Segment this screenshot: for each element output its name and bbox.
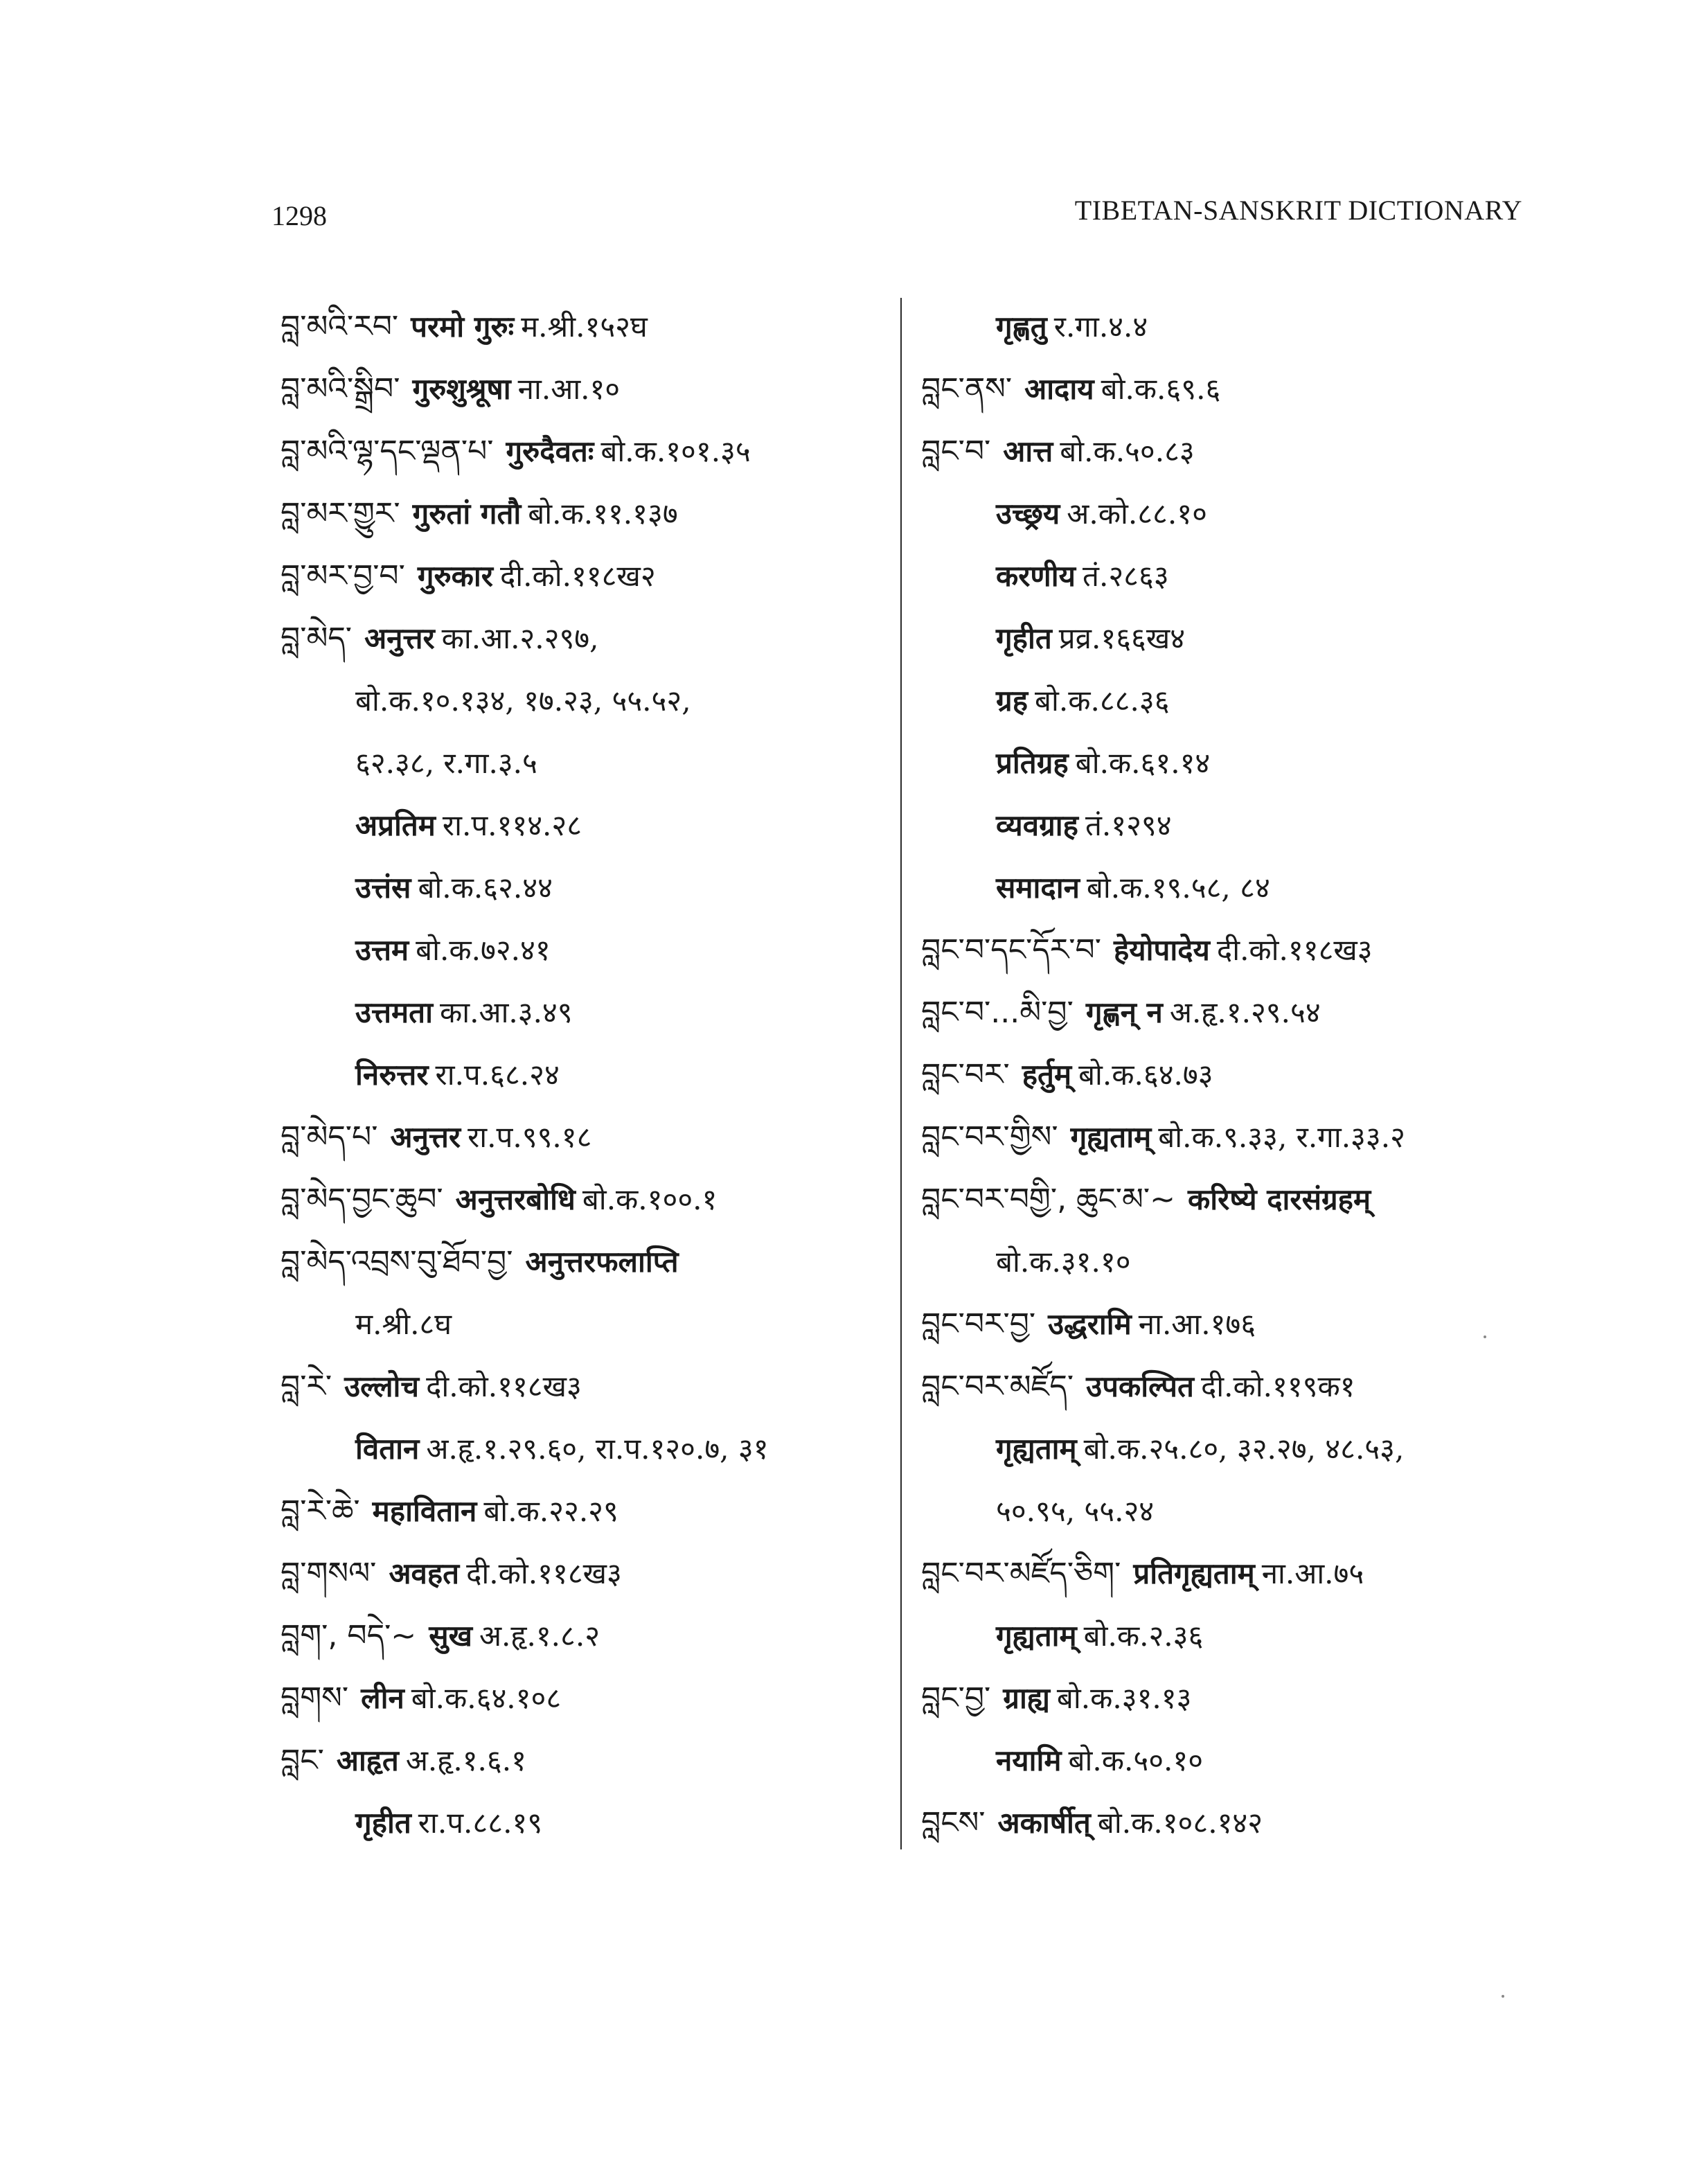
source-reference: अ.हृ.१.८.२ [479, 1619, 600, 1653]
tibetan-headword: བླ་མའི་ལྷ་དང་ལྡན་པ་ [280, 434, 494, 469]
source-reference: बो.क.७२.४१ [416, 933, 551, 967]
source-reference: दी.को.११८ख२ [499, 559, 656, 593]
source-reference: बो.क.६९.६ [1101, 372, 1221, 406]
source-reference: बो.क.१००.१ [582, 1182, 718, 1216]
sanskrit-equivalent: अकार्षीत् [997, 1806, 1091, 1840]
sanskrit-equivalent: लीन [361, 1681, 404, 1715]
dictionary-entry-line [921, 614, 1531, 676]
dictionary-entry-line [280, 1424, 883, 1486]
dictionary-entry-line [280, 863, 883, 925]
tibetan-headword: བླང་བར་བྱ་ [921, 1306, 1036, 1342]
source-reference: बो.क.६४.१०८ [411, 1681, 562, 1715]
source-reference: बो.क.२२.२९ [483, 1494, 618, 1528]
tibetan-headword: བླ་མེད་བྱང་ཆུབ་ [280, 1182, 443, 1217]
dictionary-entry-line [280, 1112, 883, 1175]
sanskrit-equivalent: अनुत्तर [390, 1120, 461, 1154]
source-reference: तं.२८६३ [1083, 559, 1169, 593]
dictionary-entry-line [921, 302, 1531, 364]
sanskrit-equivalent: गृह्णतु [996, 310, 1047, 344]
dictionary-entry-line [280, 489, 883, 551]
sanskrit-equivalent: ग्राह्य [1003, 1681, 1050, 1715]
dictionary-entry-line [280, 1050, 883, 1112]
sanskrit-equivalent: उत्तमता [355, 995, 433, 1029]
source-reference: दी.को.११८ख३ [1216, 933, 1373, 967]
dictionary-entry-line [280, 801, 883, 863]
source-reference: बो.क.९.३३, र.गा.३३.२ [1158, 1120, 1405, 1154]
source-reference: अ.हृ.१.२९.५४ [1169, 995, 1321, 1029]
tibetan-headword: བླང་བར་གྱིས་ [921, 1119, 1058, 1155]
source-reference: बो.क.१०.१३४, १७.२३, ५५.५२, [355, 684, 691, 718]
source-reference: र.गा.४.४ [1053, 310, 1148, 344]
dictionary-entry-line [280, 1736, 883, 1798]
dictionary-entry-line [921, 489, 1531, 551]
scan-speck [1502, 1995, 1504, 1998]
dictionary-entry-line [280, 1362, 883, 1424]
sanskrit-equivalent: उत्तम [355, 933, 409, 967]
dictionary-entry-line [921, 1486, 1531, 1549]
dictionary-entry-line [280, 1611, 883, 1673]
source-reference: बो.क.६२.४४ [418, 871, 553, 905]
running-title: TIBETAN-SANSKRIT DICTIONARY [1074, 195, 1522, 226]
source-reference: अ.हृ.१.२९.६०, रा.प.१२०.७, ३१ [426, 1432, 769, 1466]
sanskrit-equivalent: अप्रतिम [355, 808, 436, 842]
column-divider [900, 298, 902, 1849]
sanskrit-equivalent: गुरुतां गतौ [412, 497, 522, 531]
source-reference: रा.प.६८.२४ [435, 1058, 560, 1092]
source-reference: ना.आ.७५ [1261, 1556, 1364, 1590]
dictionary-entry-line [921, 1424, 1531, 1486]
sanskrit-equivalent: गुरुशुश्रूषा [412, 372, 511, 406]
source-reference: बो.क.११.१३७ [528, 497, 678, 531]
sanskrit-equivalent: प्रतिग्रह [996, 746, 1069, 780]
source-reference: बो.क.२५.८०, ३२.२७, ४८.५३, [1083, 1432, 1405, 1466]
source-reference: ना.आ.१० [517, 372, 621, 406]
sanskrit-equivalent: वितान [355, 1432, 420, 1466]
tibetan-headword: བླང་བྱ་ [921, 1680, 991, 1716]
dictionary-entry-line [921, 738, 1531, 801]
source-reference: तं.१२९४ [1085, 808, 1172, 842]
dictionary-entry-line [921, 1175, 1531, 1237]
tibetan-headword: བླང་བ་...མི་བྱ་ [921, 995, 1074, 1030]
tibetan-headword: བླང་བར་བགྱི་, ཆུང་མ་~ [921, 1182, 1176, 1217]
dictionary-entry-line [280, 988, 883, 1050]
source-reference: प्रव्र.१६६ख४ [1058, 621, 1186, 655]
tibetan-headword: བླ་མེད་འབྲས་བུ་ཐོབ་བྱ་ [280, 1244, 513, 1279]
dictionary-entry-line [280, 1237, 883, 1299]
tibetan-headword: བླང་ནས་ [921, 371, 1013, 407]
tibetan-headword: བླག་, བདེ་~ [280, 1618, 417, 1653]
dictionary-entry-line [921, 1112, 1531, 1175]
sanskrit-equivalent: उच्छ्रय [996, 497, 1060, 531]
sanskrit-equivalent: समादान [996, 871, 1080, 905]
sanskrit-equivalent: गृह्यताम् [996, 1432, 1077, 1466]
dictionary-entry-line [921, 676, 1531, 738]
dictionary-entry-line [921, 1798, 1531, 1861]
dictionary-entry-line [921, 1299, 1531, 1362]
tibetan-headword: བླ་མའི་སྒྲིབ་ [280, 371, 400, 407]
dictionary-entry-line [280, 614, 883, 676]
source-reference: का.आ.३.४९ [439, 995, 573, 1029]
tibetan-headword: བླ་གསལ་ [280, 1556, 377, 1591]
sanskrit-equivalent: अनुत्तर [364, 621, 435, 655]
dictionary-entry-line [921, 1050, 1531, 1112]
source-reference: बो.क.५०.८३ [1060, 434, 1195, 468]
sanskrit-equivalent: महावितान [372, 1494, 477, 1528]
dictionary-entry-line [280, 676, 883, 738]
sanskrit-equivalent: अवहत [389, 1556, 460, 1590]
sanskrit-equivalent: गृहीत [355, 1806, 411, 1840]
tibetan-headword: བླ་རེ་ཆེ་ [280, 1493, 360, 1529]
sanskrit-equivalent: उत्तंस [355, 871, 411, 905]
sanskrit-equivalent: गृह्णन् न [1085, 995, 1163, 1029]
sanskrit-equivalent: गृह्यताम् [996, 1619, 1077, 1653]
dictionary-entry-line [280, 427, 883, 489]
tibetan-headword: བླ་རེ་ [280, 1369, 332, 1404]
sanskrit-equivalent: उल्लोच [344, 1369, 420, 1403]
sanskrit-equivalent: निरुत्तर [355, 1058, 429, 1092]
dictionary-entry-line [280, 1798, 883, 1861]
sanskrit-equivalent: हेयोपादेय [1113, 933, 1210, 967]
source-reference: म.श्री.१५२घ [521, 310, 648, 344]
scan-speck [1484, 1335, 1486, 1338]
source-reference: बो.क.८८.३६ [1035, 684, 1170, 718]
source-reference: बो.क.१०८.१४२ [1097, 1806, 1263, 1840]
dictionary-entry-line [921, 1362, 1531, 1424]
dictionary-entry-line [280, 1486, 883, 1549]
tibetan-headword: བླ་མར་གྱུར་ [280, 496, 400, 531]
source-reference: बो.क.५०.१० [1068, 1743, 1204, 1777]
source-reference: बो.क.३१.१३ [1056, 1681, 1192, 1715]
dictionary-entry-line [280, 551, 883, 614]
sanskrit-equivalent: आत्त [1003, 434, 1053, 468]
tibetan-headword: བླ་མའི་རབ་ [280, 309, 399, 344]
source-reference: बो.क.६१.१४ [1075, 746, 1211, 780]
tibetan-headword: བླ་མེད་པ་ [280, 1119, 378, 1155]
source-reference: रा.प.११४.२८ [442, 808, 582, 842]
source-reference: बो.क.२.३६ [1083, 1619, 1204, 1653]
source-reference: ५०.९५, ५५.२४ [996, 1494, 1155, 1528]
sanskrit-equivalent: प्रतिगृह्यताम् [1133, 1556, 1255, 1590]
source-reference: बो.क.१९.५८, ८४ [1086, 871, 1270, 905]
dictionary-entry-line [921, 801, 1531, 863]
sanskrit-equivalent: अनुत्तरबोधि [455, 1182, 576, 1216]
sanskrit-equivalent: उद्धरामि [1048, 1307, 1132, 1341]
dictionary-entry-line [280, 738, 883, 801]
sanskrit-equivalent: करिष्ये दारसंग्रहम् [1188, 1182, 1371, 1216]
tibetan-headword: བླང་བ་དང་དོར་བ་ [921, 932, 1101, 968]
tibetan-headword: བླ་མེད་ [280, 621, 353, 656]
source-reference: अ.को.८८.१० [1067, 497, 1207, 531]
sanskrit-equivalent: हर्तुम् [1022, 1058, 1072, 1092]
dictionary-entry-line [280, 1549, 883, 1611]
dictionary-entry-line [280, 1299, 883, 1362]
source-reference: का.आ.२.२९७, [441, 621, 599, 655]
sanskrit-equivalent: अनुत्तरफलाप्ति [525, 1245, 679, 1279]
source-reference: म.श्री.८घ [355, 1307, 452, 1341]
page-number: 1298 [271, 200, 327, 231]
dictionary-entry-line [280, 302, 883, 364]
dictionary-entry-line [921, 1549, 1531, 1611]
source-reference: अ.हृ.१.६.१ [405, 1743, 526, 1777]
dictionary-entry-line [921, 1736, 1531, 1798]
tibetan-headword: བླང་བར་མཛོད་ [921, 1369, 1074, 1404]
dictionary-entry-line [921, 364, 1531, 427]
tibetan-headword: བླང་བར་ [921, 1057, 1010, 1092]
dictionary-entry-line [921, 863, 1531, 925]
source-reference: ना.आ.१७६ [1138, 1307, 1256, 1341]
source-reference: बो.क.६४.७३ [1078, 1058, 1213, 1092]
dictionary-entry-line [921, 1611, 1531, 1673]
sanskrit-equivalent: नयामि [996, 1743, 1062, 1777]
source-reference: दी.को.११९क१ [1200, 1369, 1355, 1403]
right-column [921, 302, 1531, 1861]
dictionary-entry-line [921, 1673, 1531, 1736]
sanskrit-equivalent: ग्रह [996, 684, 1028, 718]
dictionary-entry-line [921, 551, 1531, 614]
dictionary-entry-line [280, 1673, 883, 1736]
dictionary-entry-line [921, 925, 1531, 988]
sanskrit-equivalent: गृह्यताम् [1070, 1120, 1152, 1154]
dictionary-entry-line [921, 1237, 1531, 1299]
source-reference: दी.को.११८ख३ [466, 1556, 622, 1590]
source-reference: रा.प.९९.१८ [467, 1120, 592, 1154]
source-reference: ६२.३८, र.गा.३.५ [355, 746, 537, 780]
source-reference: रा.प.८८.१९ [418, 1806, 543, 1840]
dictionary-entry-line [280, 925, 883, 988]
sanskrit-equivalent: करणीय [996, 559, 1076, 593]
sanskrit-equivalent: आदाय [1024, 372, 1094, 406]
sanskrit-equivalent: गुरुकार [417, 559, 493, 593]
sanskrit-equivalent: व्यवग्राह [996, 808, 1078, 842]
tibetan-headword: བླགས་ [280, 1680, 349, 1716]
dictionary-entry-line [921, 988, 1531, 1050]
dictionary-entry-line [280, 1175, 883, 1237]
tibetan-headword: བླང་བ་ [921, 434, 991, 469]
tibetan-headword: བླང་ [280, 1743, 324, 1778]
dictionary-entry-line [921, 427, 1531, 489]
source-reference: बो.क.३१.१० [996, 1245, 1131, 1279]
sanskrit-equivalent: आहृत [336, 1743, 399, 1777]
tibetan-headword: བླངས་ [921, 1805, 986, 1840]
sanskrit-equivalent: सुख [429, 1619, 472, 1653]
source-reference: बो.क.१०१.३५ [600, 434, 751, 468]
sanskrit-equivalent: परमो गुरुः [411, 310, 515, 344]
source-reference: दी.को.११८ख३ [426, 1369, 582, 1403]
sanskrit-equivalent: उपकल्पित [1086, 1369, 1194, 1403]
sanskrit-equivalent: गुरुदैवतः [506, 434, 594, 468]
tibetan-headword: བླང་བར་མཛོད་ཅིག་ [921, 1556, 1121, 1591]
sanskrit-equivalent: गृहीत [996, 621, 1052, 655]
tibetan-headword: བླ་མར་བྱ་བ་ [280, 558, 405, 594]
dictionary-entry-line [280, 364, 883, 427]
left-column [280, 302, 883, 1861]
